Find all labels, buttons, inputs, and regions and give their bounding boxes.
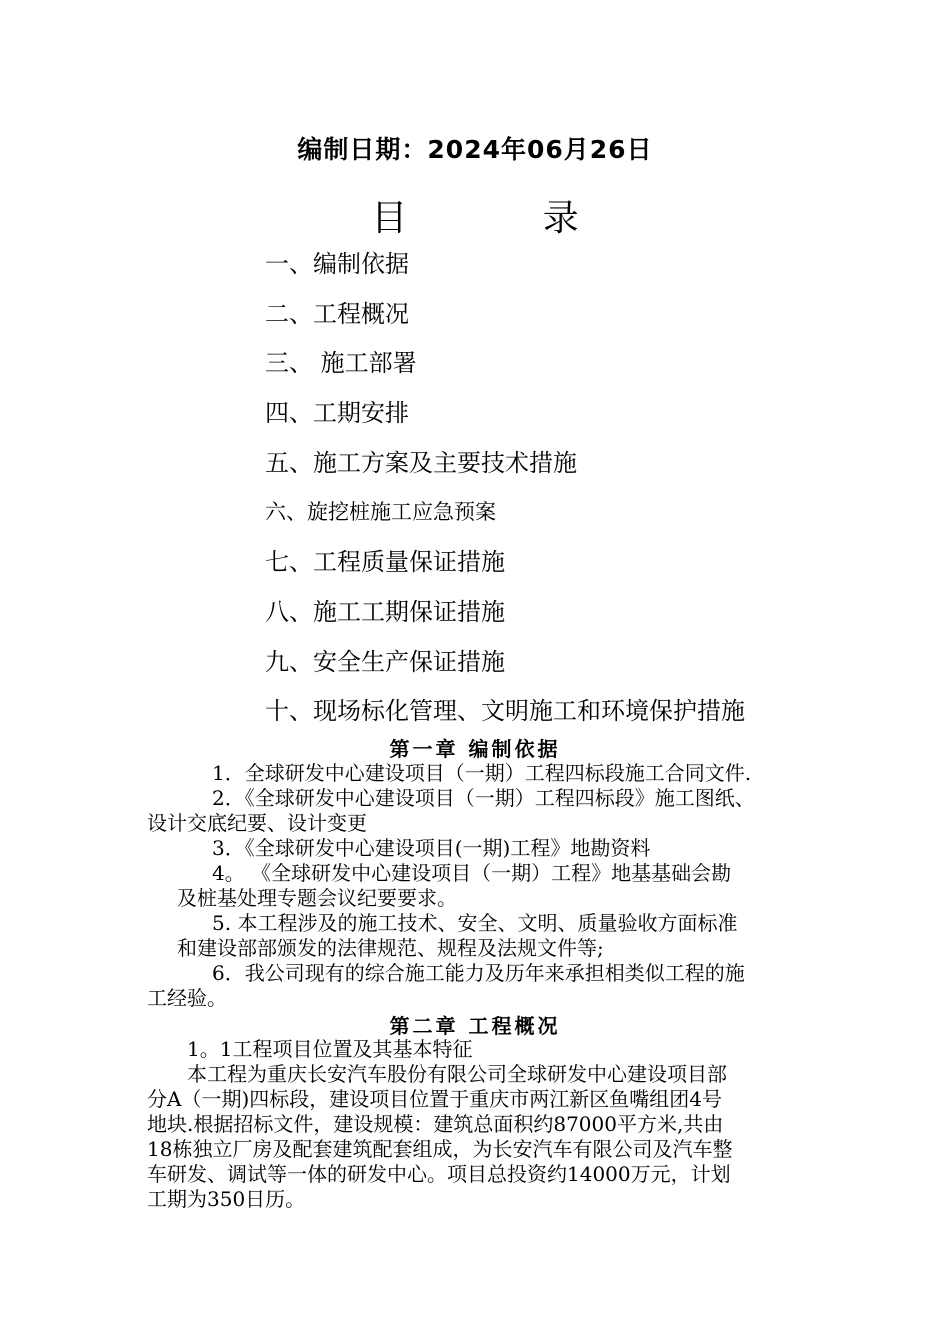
chapter-2-line-5: 18栋独立厂房及配套建筑配套组成，为长安汽车有限公司及汽车整 xyxy=(147,1137,733,1161)
chapter-1-line-4: 3．《全球研发中心建设项目(一期)工程》地勘资料 xyxy=(212,836,651,860)
toc-item-2: 二、工程概况 xyxy=(265,299,409,328)
chapter-1-line-9: 6．我公司现有的综合施工能力及历年来承担相类似工程的施 xyxy=(212,961,745,985)
chapter-1-title: 第一章 编制依据 xyxy=(389,737,561,761)
toc-list xyxy=(265,240,745,737)
toc-item-3: 三、 施工部署 xyxy=(265,349,417,378)
chapter-2-line-1: 1。1工程项目位置及其基本特征 xyxy=(187,1037,473,1061)
chapter-1-line-2: 2．《全球研发中心建设项目（一期）工程四标段》施工图纸、 xyxy=(212,786,755,810)
chapter-2-title: 第二章 工程概况 xyxy=(389,1014,561,1038)
chapter-2-line-6: 车研发、调试等一体的研发中心。项目总投资约14000万元，计划 xyxy=(147,1162,731,1186)
toc-title: 目 录 xyxy=(371,198,641,239)
toc-item-6: 六、旋挖桩施工应急预案 xyxy=(265,500,496,525)
toc-item-4: 四、工期安排 xyxy=(265,399,409,428)
chapter-2-line-2: 本工程为重庆长安汽车股份有限公司全球研发中心建设项目部 xyxy=(187,1062,727,1086)
chapter-1-line-3: 设计交底纪要、设计变更 xyxy=(147,811,367,835)
toc-item-7: 七、工程质量保证措施 xyxy=(265,548,505,577)
chapter-2-line-3: 分A（一期)四标段，建设项目位置于重庆市两江新区鱼嘴组团4号 xyxy=(147,1087,722,1111)
toc-item-8: 八、施工工期保证措施 xyxy=(265,597,505,626)
compile-date: 编制日期：2024年06月26日 xyxy=(297,135,653,164)
chapter-1-line-1: 1．全球研发中心建设项目（一期）工程四标段施工合同文件. xyxy=(212,761,752,785)
chapter-1-line-6: 及桩基处理专题会议纪要要求。 xyxy=(177,886,457,910)
toc-item-1: 一、编制依据 xyxy=(265,250,409,278)
toc-item-10: 十、现场标化管理、文明施工和环境保护措施 xyxy=(265,697,745,726)
chapter-1-line-10: 工经验。 xyxy=(147,986,227,1010)
toc-item-5: 五、施工方案及主要技术措施 xyxy=(265,448,577,477)
chapter-1-line-7: 5. 本工程涉及的施工技术、安全、文明、质量验收方面标准 xyxy=(212,911,738,935)
chapter-2-line-7: 工期为350日历。 xyxy=(147,1187,306,1211)
toc-item-9: 九、安全生产保证措施 xyxy=(265,647,505,676)
chapter-1-line-5: 4。 《全球研发中心建设项目（一期）工程》地基基础会勘 xyxy=(212,861,732,885)
chapter-1-line-8: 和建设部部颁发的法律规范、规程及法规文件等; xyxy=(177,936,604,960)
chapter-2-line-4: 地块.根据招标文件，建设规模：建筑总面积约87000平方米,共由 xyxy=(147,1112,724,1136)
